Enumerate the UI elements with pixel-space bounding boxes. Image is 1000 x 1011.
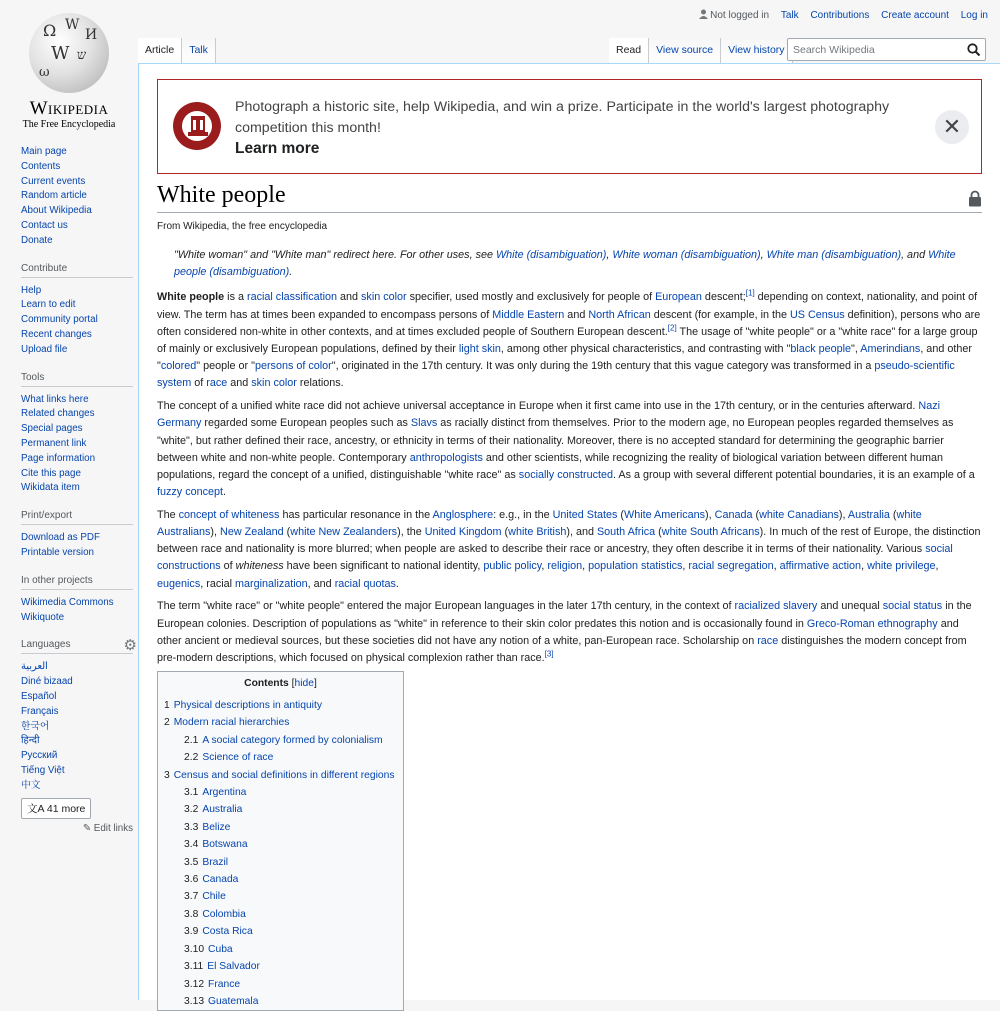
namespace-tabs xyxy=(138,38,216,63)
toc-item[interactable] xyxy=(164,732,397,749)
article-link[interactable]: public policy xyxy=(483,560,542,573)
toc-item[interactable] xyxy=(164,888,397,905)
toc-number: 3.2 xyxy=(184,804,199,816)
toc-number: 2 xyxy=(164,717,170,729)
globe-icon: Ω W И W ש ω xyxy=(29,13,109,93)
text-run: and xyxy=(564,308,589,321)
article-link[interactable]: white privilege xyxy=(867,560,936,573)
toc-item[interactable] xyxy=(164,906,397,923)
toc-text[interactable]: Canada xyxy=(202,874,239,886)
text-run: ( xyxy=(889,508,897,521)
toc-text[interactable]: Physical descriptions in antiquity xyxy=(173,700,322,711)
text-run: , and other " xyxy=(157,343,972,373)
article-link[interactable]: racialized slavery xyxy=(734,600,818,613)
article-link[interactable]: White man (disambiguation) xyxy=(766,249,902,261)
text-run: ), and xyxy=(566,526,597,539)
sidebar-item-print-1[interactable]: Printable version xyxy=(21,546,94,558)
article-link[interactable]: racial quotas xyxy=(334,577,396,590)
print-heading: Print/export xyxy=(21,510,133,525)
toc-number: 3.4 xyxy=(184,839,199,851)
toc-item[interactable] xyxy=(164,993,397,1010)
text-run: , xyxy=(760,249,767,261)
italic-text: whiteness xyxy=(235,560,284,573)
bold-term: White people xyxy=(157,291,225,304)
article-link[interactable]: Greco-Roman ethnography xyxy=(806,617,938,630)
toc-text[interactable]: A social category formed by colonialism xyxy=(202,734,383,746)
tab-talk[interactable]: Talk xyxy=(182,38,216,63)
text-run: and xyxy=(337,291,362,304)
article-link[interactable]: White people (disambiguation) xyxy=(174,249,956,279)
article-link[interactable]: Anglosphere xyxy=(432,508,494,521)
text-run: distinguishes the modern concept from pre-modern descriptions, which focused on physical complexion rather than race. xyxy=(157,634,967,664)
tools-heading: Tools xyxy=(21,372,133,387)
tab-article[interactable]: Article xyxy=(138,38,182,63)
sidebar-item-tools-6[interactable]: Wikidata item xyxy=(21,482,80,494)
toc-number: 3.9 xyxy=(184,926,199,938)
text-run: The usage of "white people" or a "white race" for a large group of mainly or exclusively European populations, defined by their xyxy=(157,325,978,356)
toc-item[interactable] xyxy=(164,871,397,888)
sidebar-item-language-6[interactable]: Русский xyxy=(21,750,58,762)
toc-number: 3.12 xyxy=(184,978,205,990)
text-run: . As a group with several different potential boundaries, it is an example of a xyxy=(613,468,975,481)
text-run: ( xyxy=(617,508,625,521)
sidebar-item-language-2[interactable]: Español xyxy=(21,690,57,702)
toc-number: 3.5 xyxy=(184,856,199,868)
article-link[interactable]: social status xyxy=(882,600,943,613)
toc-text[interactable]: El Salvador xyxy=(207,961,260,973)
text-run: ( xyxy=(501,526,509,539)
page-title: White people xyxy=(157,182,982,213)
contribute-heading: Contribute xyxy=(21,263,133,278)
text-run: has particular resonance in the xyxy=(279,508,433,521)
article-link[interactable]: Australia xyxy=(847,508,890,521)
text-run: as racially distinct from themselves. Prior to the modern age, no European peoples regarded themselves as "white", but rather defined their race, ancestry, or ethnicity in terms of their nationality. Moreover, there is no accepted standard for determining the geographic barrier between white and non-white people. Contemporary xyxy=(157,417,954,464)
edit-links[interactable]: ✎ Edit links xyxy=(82,822,133,834)
text-run: is a xyxy=(224,291,247,304)
article-link[interactable]: New Zealand xyxy=(220,526,284,539)
article-link[interactable]: Nazi Germany xyxy=(157,400,941,430)
toc-text[interactable]: Chile xyxy=(202,891,226,903)
article-link[interactable]: persons of color xyxy=(254,360,332,373)
toc-text[interactable]: Costa Rica xyxy=(202,926,253,938)
toc-text[interactable]: Census and social definitions in different regions xyxy=(173,769,395,781)
sidebar-item-nav-5[interactable]: Contact us xyxy=(21,219,68,231)
article-link[interactable]: racial segregation xyxy=(688,560,774,573)
sidebar-contribute xyxy=(21,263,133,358)
article-link[interactable]: white South Africans xyxy=(661,526,760,539)
sidebar-item-project-0[interactable]: Wikimedia Commons xyxy=(21,596,114,608)
text-run: depending on context, nationality, and point of view. The term has at times been expanded to encompass persons of xyxy=(157,291,978,321)
article-link[interactable]: social constructions xyxy=(157,543,953,573)
toc-hide-toggle[interactable]: hide xyxy=(294,678,314,689)
text-run: , xyxy=(541,560,548,573)
sidebar-item-language-5[interactable]: हिन्दी xyxy=(21,735,40,747)
article-link[interactable]: fuzzy concept xyxy=(157,486,224,499)
hatnote xyxy=(157,247,983,281)
toc-number: 3.7 xyxy=(184,891,199,903)
tab-view-source[interactable]: View source xyxy=(649,38,721,63)
text-run: ", originated in the 17th century. It was only during the 19th century that this vague category was transformed in a xyxy=(331,360,875,373)
search-icon[interactable] xyxy=(966,42,982,58)
citation-ref[interactable]: [2] xyxy=(667,323,677,333)
toc-text[interactable]: France xyxy=(208,978,241,990)
article-link[interactable]: colored xyxy=(160,360,197,373)
article-link[interactable]: eugenics xyxy=(157,577,201,590)
sidebar-item-contribute-2[interactable]: Community portal xyxy=(21,314,98,326)
article-link[interactable]: population statistics xyxy=(588,560,683,573)
sidebar-print xyxy=(21,510,133,561)
toc-text[interactable]: Brazil xyxy=(202,856,229,868)
toc-number: 3 xyxy=(164,769,170,781)
sidebar-item-tools-4[interactable]: Page information xyxy=(21,452,96,464)
text-run: , racial xyxy=(200,577,236,590)
text-run: : e.g., in the xyxy=(493,508,553,521)
text-run: ", xyxy=(851,343,861,356)
other-projects-heading: In other projects xyxy=(21,575,133,590)
search-input[interactable] xyxy=(787,38,986,61)
text-run: ), xyxy=(705,508,715,521)
article-body xyxy=(157,247,983,673)
paragraph xyxy=(157,289,983,392)
wiki-loves-monuments-icon xyxy=(171,100,223,152)
text-run: ( xyxy=(752,508,760,521)
sidebar-item-contribute-0[interactable]: Help xyxy=(21,284,42,296)
citation-ref[interactable]: [3] xyxy=(544,649,554,659)
text-run: and xyxy=(227,377,252,390)
sidebar-item-language-8[interactable]: 中文 xyxy=(21,779,41,791)
site-notice-banner xyxy=(157,79,982,174)
article-link[interactable]: anthropologists xyxy=(409,451,483,464)
toc-item[interactable] xyxy=(164,923,397,940)
toc-item[interactable] xyxy=(164,941,397,958)
sidebar-item-tools-5[interactable]: Cite this page xyxy=(21,467,81,479)
article-link[interactable]: religion xyxy=(547,560,583,573)
article-link[interactable]: light skin xyxy=(458,343,501,356)
text-run: , xyxy=(773,560,780,573)
more-languages-button[interactable]: 文A 41 more xyxy=(21,798,91,819)
article-link[interactable]: White woman (disambiguation) xyxy=(612,249,761,261)
text-run: "White woman" and "White man" redirect here. For other uses, see xyxy=(174,249,496,261)
text-run: , xyxy=(682,560,689,573)
sidebar-item-nav-4[interactable]: About Wikipedia xyxy=(21,205,92,217)
toc-item[interactable] xyxy=(164,714,397,731)
paragraph xyxy=(157,398,983,501)
site-subtitle: From Wikipedia, the free encyclopedia xyxy=(157,221,328,232)
article-link[interactable]: United States xyxy=(552,508,618,521)
text-run: and other scientists, while recognizing the reality of biological variation between different human populations, regard the concept of a unified, distinguishable "white race" as xyxy=(157,451,944,481)
text-run: definition), persons who are often considered non-white in other contexts, and at times excluded people of Southern European descent. xyxy=(157,308,981,338)
article-link[interactable]: socially constructed xyxy=(518,468,614,481)
sidebar-item-tools-0[interactable]: What links here xyxy=(21,393,89,405)
text-run: . xyxy=(289,266,293,279)
article-link[interactable]: Slavs xyxy=(410,417,438,430)
article-link[interactable]: white Australians xyxy=(157,508,922,539)
sidebar-item-print-0[interactable]: Download as PDF xyxy=(21,532,100,544)
search-placeholder: Search Wikipedia xyxy=(793,44,875,56)
toc-item[interactable] xyxy=(164,819,397,836)
sidebar-item-contribute-4[interactable]: Upload file xyxy=(21,343,68,355)
languages-heading: Languages ⚙ xyxy=(21,637,137,655)
lock-icon[interactable] xyxy=(968,190,982,207)
article-link[interactable]: affirmative action xyxy=(779,560,862,573)
create-account-link[interactable]: Create account xyxy=(881,10,949,21)
sidebar-other-projects xyxy=(21,575,133,626)
toc-text[interactable]: Argentina xyxy=(202,787,247,799)
sidebar-item-language-0[interactable]: العربية xyxy=(21,661,48,673)
wikipedia-logo[interactable] xyxy=(10,8,128,130)
article-link[interactable]: black people xyxy=(790,343,852,356)
text-run: The concept of a unified white race did not achieve universal acceptance in Europe when it first came into use in the 17th century, or in the centuries afterward. xyxy=(157,400,919,413)
log-in-link[interactable]: Log in xyxy=(960,10,988,21)
sidebar-item-language-4[interactable]: 한국어 xyxy=(21,720,50,732)
article-link[interactable]: White (disambiguation) xyxy=(495,249,607,261)
toc-item[interactable] xyxy=(164,836,397,853)
text-run: in the European colonies. Description of populations as "white" in reference to their skin color predates this notion and is occasionally found in xyxy=(157,600,972,630)
text-run: , xyxy=(606,249,613,261)
text-run: of xyxy=(191,377,207,390)
toc-number: 3.8 xyxy=(184,908,199,920)
text-run: The xyxy=(157,508,179,521)
toc-number: 3.13 xyxy=(184,995,205,1007)
text-run: , among other physical characteristics, and contrasting with " xyxy=(500,343,791,356)
learn-more-link[interactable]: Learn more xyxy=(235,140,320,157)
toc-number: 3.1 xyxy=(184,787,199,799)
toc-number: 2.2 xyxy=(184,752,199,764)
toc-item[interactable] xyxy=(164,958,397,975)
personal-tools xyxy=(690,9,988,21)
toc-number: 3.3 xyxy=(184,821,199,833)
sidebar-item-nav-3[interactable]: Random article xyxy=(21,190,87,202)
article-link[interactable]: Amerindians xyxy=(860,343,921,356)
text-run: and other ancient or medieval sources, but these societies did not have any notion of a white, pan-European race. Scholarship on xyxy=(157,617,959,647)
toc-item[interactable] xyxy=(164,976,397,993)
article-link[interactable]: South Africa xyxy=(596,526,656,539)
article-link[interactable]: concept of whiteness xyxy=(178,508,280,521)
pencil-icon: ✎ xyxy=(82,822,92,834)
sidebar-item-contribute-1[interactable]: Learn to edit xyxy=(21,299,76,311)
article-link[interactable]: US Census xyxy=(789,308,845,321)
sidebar-tools xyxy=(21,372,133,497)
article-link[interactable]: race xyxy=(206,377,228,390)
toc-text[interactable]: Colombia xyxy=(202,908,246,920)
article-link[interactable]: United Kingdom xyxy=(424,526,502,539)
text-run: ), xyxy=(210,526,221,539)
text-run: . xyxy=(223,486,227,499)
tab-read[interactable]: Read xyxy=(609,38,649,63)
article-link[interactable]: white New Zealanders xyxy=(290,526,398,539)
toc-item[interactable] xyxy=(164,784,397,801)
user-icon xyxy=(699,9,708,19)
article-link[interactable]: white Canadians xyxy=(759,508,839,521)
text-run: , and xyxy=(901,249,929,261)
article-link[interactable]: Middle Eastern xyxy=(492,308,565,321)
toc-item[interactable] xyxy=(164,749,397,766)
text-run: ). In much of the rest of Europe, the distinction between race and nationality is more blurred; when people are asked to describe their race or ancestry, they often describe it in terms of their nationality. Various xyxy=(157,526,981,556)
toc-number: 3.6 xyxy=(184,874,199,886)
article-link[interactable]: European xyxy=(655,291,702,304)
sidebar-item-tools-1[interactable]: Related changes xyxy=(21,408,95,420)
text-run: of xyxy=(220,560,236,573)
sidebar-navigation xyxy=(21,145,133,249)
text-run: ), xyxy=(838,508,848,521)
text-run: , xyxy=(582,560,589,573)
sidebar-item-project-1[interactable]: Wikiquote xyxy=(21,611,65,623)
translate-icon: 文A xyxy=(27,802,44,815)
text-run: descent; xyxy=(701,291,746,304)
text-run: , and xyxy=(307,577,335,590)
text-run: ( xyxy=(655,526,662,539)
paragraph xyxy=(157,507,983,593)
text-run: . xyxy=(395,577,399,590)
toc-item[interactable] xyxy=(164,697,397,714)
table-of-contents xyxy=(157,671,404,1011)
text-run: ( xyxy=(283,526,291,539)
toc-text[interactable]: Science of race xyxy=(202,752,274,764)
toc-text[interactable]: Cuba xyxy=(208,943,233,955)
toc-text[interactable]: Belize xyxy=(202,821,231,833)
article-link[interactable]: White Americans xyxy=(624,508,706,521)
sidebar-item-contribute-3[interactable]: Recent changes xyxy=(21,328,92,340)
text-run: relations. xyxy=(296,377,344,390)
view-tabs xyxy=(609,38,793,63)
text-run: descent (for example, in the xyxy=(650,308,790,321)
article-link[interactable]: race xyxy=(757,634,779,647)
toc-number: 3.10 xyxy=(184,943,205,955)
toc-number: 1 xyxy=(164,700,170,711)
citation-ref[interactable]: [1] xyxy=(745,288,755,298)
text-run: , xyxy=(861,560,868,573)
article-link[interactable]: skin color xyxy=(361,291,407,304)
article-link[interactable]: white British xyxy=(508,526,567,539)
article-link[interactable]: Canada xyxy=(714,508,753,521)
toc-title: Contents [hide] xyxy=(244,678,317,689)
content-area xyxy=(138,63,1000,1007)
text-run: ), the xyxy=(397,526,425,539)
paragraph xyxy=(157,598,983,667)
toc-text[interactable]: Guatemala xyxy=(208,995,259,1007)
sidebar-item-nav-2[interactable]: Current events xyxy=(21,175,86,187)
text-run: regarded some European peoples such as xyxy=(201,417,411,430)
toc-text[interactable]: Modern racial hierarchies xyxy=(173,717,290,729)
not-logged-in: Not logged in xyxy=(699,10,769,21)
sidebar-item-nav-1[interactable]: Contents xyxy=(21,160,61,172)
text-run: , xyxy=(935,560,939,573)
sidebar-languages xyxy=(21,637,137,834)
text-run: " people or " xyxy=(196,360,255,373)
article-link[interactable]: marginalization xyxy=(235,577,308,590)
sidebar xyxy=(21,145,137,848)
toc-number: 3.11 xyxy=(184,961,204,973)
gear-icon[interactable]: ⚙ xyxy=(123,637,137,655)
text-run: specifier, used mostly and exclusively for people of xyxy=(406,291,656,304)
toc-item[interactable] xyxy=(164,854,397,871)
article-link[interactable]: racial classification xyxy=(247,291,338,304)
sidebar-item-tools-3[interactable]: Permanent link xyxy=(21,437,87,449)
contributions-link[interactable]: Contributions xyxy=(810,10,870,21)
sidebar-item-nav-0[interactable]: Main page xyxy=(21,146,67,157)
banner-text: Photograph a historic site, help Wikipedia, and win a prize. Participate in the world's largest photography competition this month! xyxy=(235,99,890,136)
sidebar-item-tools-2[interactable]: Special pages xyxy=(21,423,83,435)
article-link[interactable]: pseudo-scientific system xyxy=(157,360,955,390)
text-run: The term "white race" or "white people" entered the major European languages in the later 17th century, in the context of xyxy=(157,600,735,613)
sidebar-item-nav-6[interactable]: Donate xyxy=(21,234,53,246)
sidebar-item-language-3[interactable]: Français xyxy=(21,705,59,717)
toc-item[interactable] xyxy=(164,767,397,784)
text-run: have been significant to national identity, xyxy=(283,560,484,573)
user-talk-link[interactable]: Talk xyxy=(780,10,799,21)
sidebar-item-language-1[interactable]: Diné bizaad xyxy=(21,676,73,688)
article-link[interactable]: skin color xyxy=(251,377,297,390)
toc-text[interactable]: Botswana xyxy=(202,839,248,851)
article-link[interactable]: North African xyxy=(588,308,651,321)
wordmark: Wikipedia xyxy=(29,98,109,119)
toc-number: 2.1 xyxy=(184,734,199,746)
toc-item[interactable] xyxy=(164,801,397,818)
text-run: and unequal xyxy=(817,600,883,613)
sidebar-item-language-7[interactable]: Tiếng Việt xyxy=(21,764,65,776)
logo-tagline: The Free Encyclopedia xyxy=(22,119,116,130)
tab-view-history[interactable]: View history xyxy=(721,38,792,63)
toc-text[interactable]: Australia xyxy=(202,804,243,816)
close-icon[interactable]: ✕ xyxy=(935,110,969,144)
